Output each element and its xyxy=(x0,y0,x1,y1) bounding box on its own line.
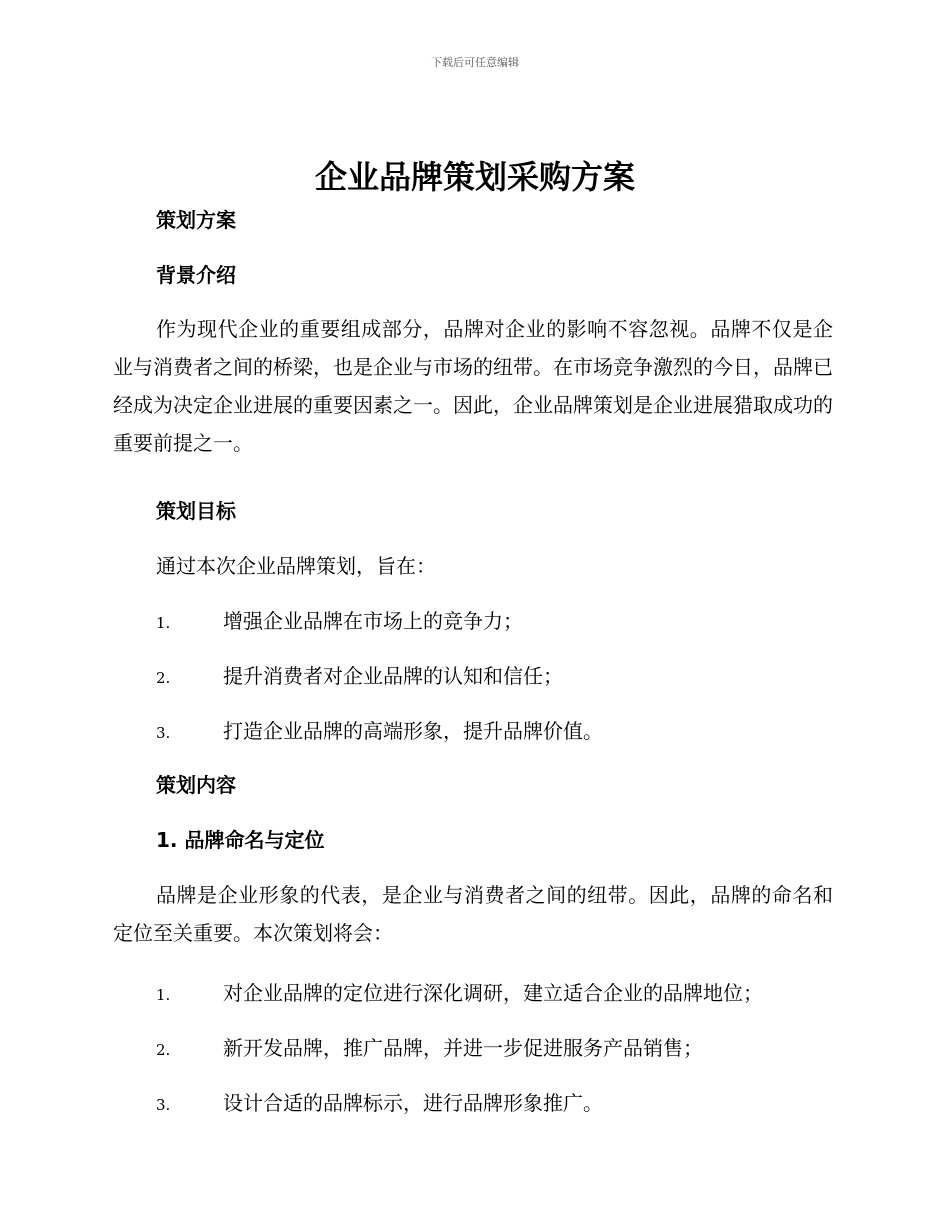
document-title: 企业品牌策划采购方案 xyxy=(314,158,635,196)
section-heading-plan xyxy=(113,207,833,233)
list-item xyxy=(113,608,833,634)
section-heading-background xyxy=(113,262,833,288)
list-number: 1. xyxy=(156,986,171,1004)
heading-plan: 策划方案 xyxy=(156,208,236,232)
list-number: 2. xyxy=(156,1041,171,1059)
list-text: 提升消费者对企业品牌的认知和信任； xyxy=(223,664,563,688)
list-number: 1. xyxy=(156,614,171,632)
header-note: 下载后可任意编辑 xyxy=(431,56,519,69)
section-heading-goal xyxy=(113,498,833,524)
list-text: 打造企业品牌的高端形象，提升品牌价值。 xyxy=(223,719,603,743)
background-text: 作为现代企业的重要组成部分，品牌对企业的影响不容忽视。品牌不仅是企业与消费者之间的桥梁，也是企业与市场的纽带。在市场竞争激烈的今日，品牌已经成为决定企业进展的重要因素之一。因此，企业品牌策划是企业进展猎取成功的重要前提之一。 xyxy=(113,317,833,455)
list-text: 对企业品牌的定位进行深化调研，建立适合企业的品牌地位； xyxy=(223,981,763,1005)
list-number: 3. xyxy=(156,1096,171,1114)
background-paragraph xyxy=(113,310,833,462)
heading-background: 背景介绍 xyxy=(156,263,236,287)
list-text: 设计合适的品牌标示，进行品牌形象推广。 xyxy=(223,1091,603,1115)
heading-naming: 1. 品牌命名与定位 xyxy=(156,828,325,852)
heading-content: 策划内容 xyxy=(156,773,236,797)
naming-text: 品牌是企业形象的代表，是企业与消费者之间的纽带。因此，品牌的命名和定位至关重要。本次策划将会： xyxy=(113,883,833,945)
list-number: 2. xyxy=(156,669,171,687)
list-item xyxy=(113,1035,833,1061)
list-item xyxy=(113,1090,833,1116)
list-item xyxy=(113,718,833,744)
list-item xyxy=(113,663,833,689)
list-text: 增强企业品牌在市场上的竞争力； xyxy=(223,609,523,633)
list-item xyxy=(113,980,833,1006)
goal-intro-paragraph xyxy=(113,553,833,579)
list-text: 新开发品牌，推广品牌，并进一步促进服务产品销售； xyxy=(223,1036,703,1060)
section-heading-naming xyxy=(113,827,833,853)
heading-goal: 策划目标 xyxy=(156,499,236,523)
naming-paragraph xyxy=(113,876,833,952)
section-heading-content xyxy=(113,772,833,798)
list-number: 3. xyxy=(156,724,171,742)
goal-intro-text: 通过本次企业品牌策划，旨在： xyxy=(156,554,436,578)
